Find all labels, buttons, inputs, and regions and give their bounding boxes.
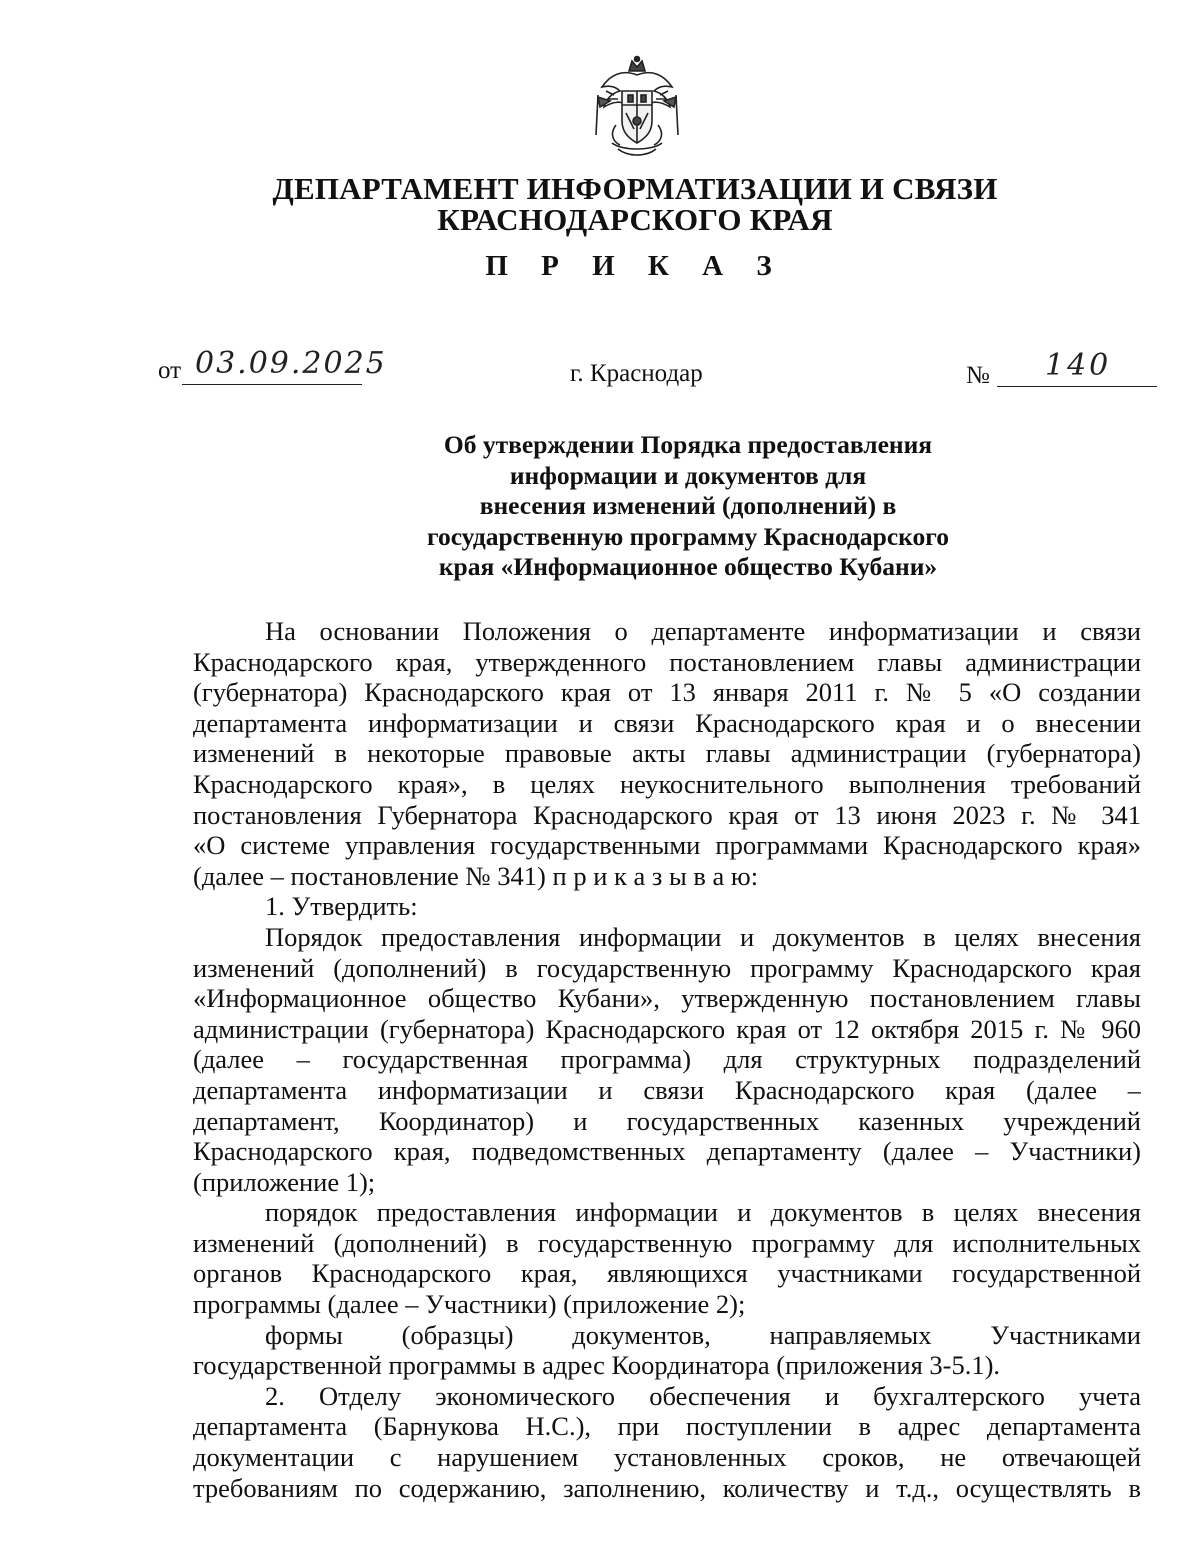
body-line: (далее – государственная программа) для структурных подразделений [193,1044,1141,1075]
title-line: Об утверждении Порядка предоставления [443,430,933,459]
organization-name-line1: ДЕПАРТАМЕНТ ИНФОРМАТИЗАЦИИ И СВЯЗИ [272,171,998,206]
body-line: Краснодарского края, подведомственных департаменту (далее – Участники) [193,1136,1141,1167]
title-line: края «Информационное общество Кубани» [438,552,938,581]
body-line: программы (далее – Участники) (приложение 2); [193,1289,746,1320]
body-line: «О системе управления государственными программами Краснодарского края» [193,830,1141,861]
body-line: государственной программы в адрес Координатора (приложения 3-5.1). [193,1350,1001,1381]
coat-of-arms-emblem [592,55,682,159]
body-line: (губернатора) Краснодарского края от 13 января 2011 г. № 5 «О создании [193,677,1141,708]
body-line: 1. Утвердить: [265,891,418,922]
body-line: (далее – постановление № 341) п р и к а з ы в а ю: [193,860,759,891]
date-underline [182,384,362,385]
body-line: (приложение 1); [193,1166,376,1197]
body-line: На основании Положения о департаменте информатизации и связи [265,616,1141,646]
date-prefix: от [158,357,182,384]
body-line: документации с нарушением установленных сроков, не отвечающей [193,1442,1141,1473]
body-line: «Информационное общество Кубани», утвержденную постановлением главы [193,983,1141,1014]
body-line: Краснодарского края, утвержденного постановлением главы администрации [193,646,1141,677]
body-line: 2. Отделу экономического обеспечения и бухгалтерского учета [265,1380,1141,1411]
body-line: департамента информатизации и связи Краснодарского края и о внесении [193,707,1141,738]
body-line: изменений (дополнений) в государственную программу для исполнительных [193,1227,1141,1258]
body-line: Порядок предоставления информации и документов в целях внесения [265,921,1141,952]
number-prefix: № [966,362,990,389]
body-line: администрации (губернатора) Краснодарского края от 12 октября 2015 г. № 960 [193,1013,1141,1044]
body-line: департамент, Координатор) и государственных казенных учреждений [193,1105,1141,1136]
body-line: формы (образцы) документов, направляемых Участниками [265,1319,1141,1350]
title-line: внесения изменений (дополнений) в [479,491,897,520]
city: г. Краснодар [570,360,703,387]
handwritten-number: 140 [1045,348,1112,383]
body-line: Краснодарского края», в целях неукоснительного выполнения требований [193,768,1141,799]
title-line: государственную программу Краснодарского [427,521,949,551]
body-line: порядок предоставления информации и документов в целях внесения [265,1197,1141,1228]
organization-name-line2: КРАСНОДАРСКОГО КРАЯ [437,202,833,237]
document-type-heading: П Р И К А З [485,250,785,282]
number-underline [997,386,1157,387]
title-line: информации и документов для [509,460,867,490]
document-title [0,430,1200,583]
document-body [193,616,1141,1503]
body-line: департамента (Барнукова Н.С.), при поступлении в адрес департамента [193,1411,1141,1442]
body-line: постановления Губернатора Краснодарского края от 13 июня 2023 г. № 341 [193,799,1141,830]
body-line: органов Краснодарского края, являющихся участниками государственной [193,1258,1141,1289]
body-line: департамента информатизации и связи Краснодарского края (далее – [193,1074,1141,1105]
body-line: изменений в некоторые правовые акты главы администрации (губернатора) [193,738,1141,769]
body-line: требованиям по содержанию, заполнению, количеству и т.д., осуществлять в [193,1472,1141,1503]
handwritten-date: 03.09.2025 [195,346,387,381]
body-line: изменений (дополнений) в государственную программу Краснодарского края [193,952,1141,983]
